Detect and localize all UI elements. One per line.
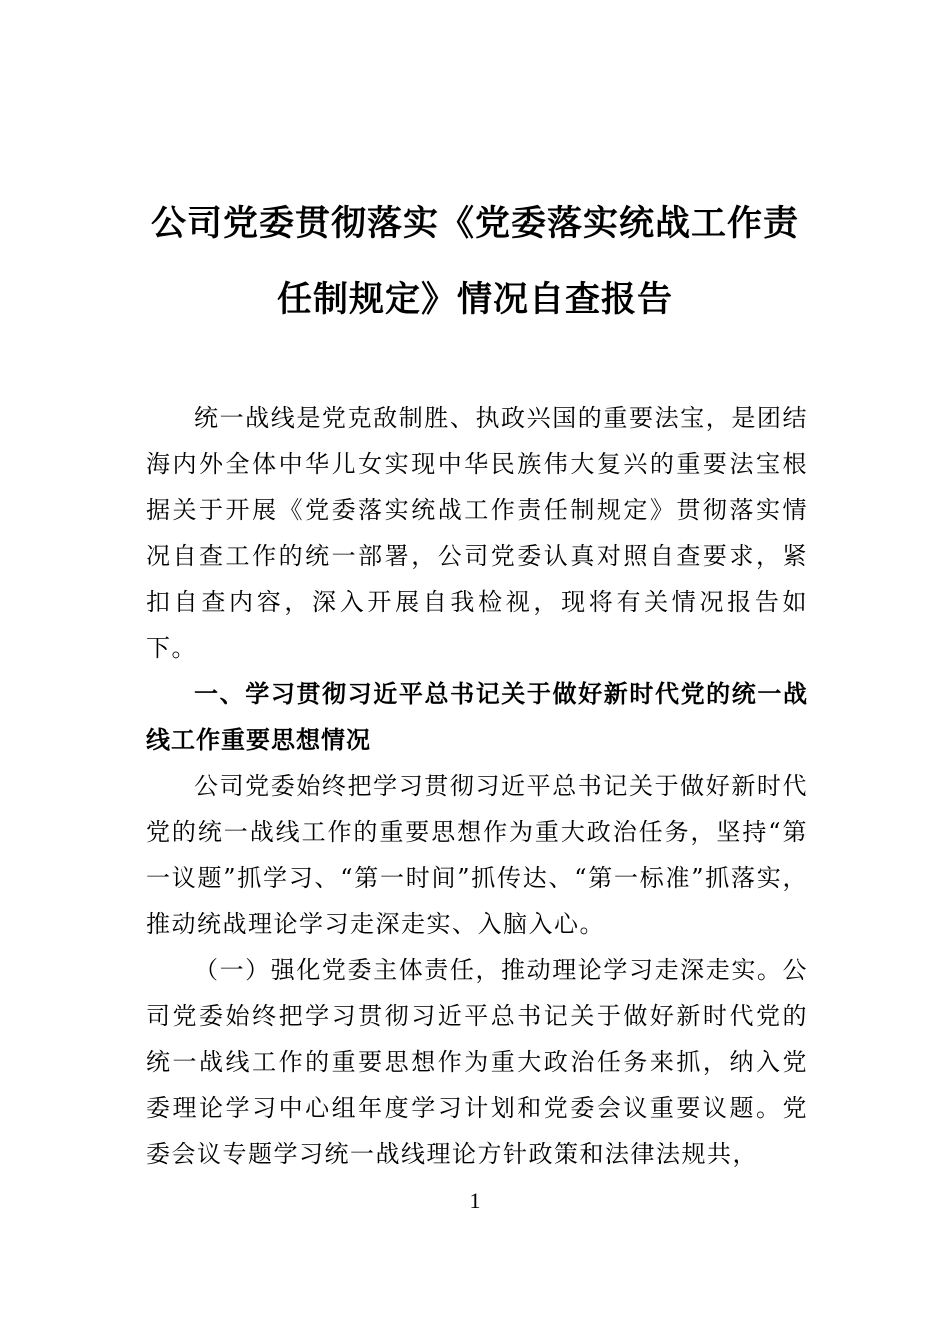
- title-line-2: 任制规定》情况自查报告: [276, 280, 673, 320]
- subsection-1-paragraph: [146, 947, 808, 1177]
- section-1-paragraph: 公司党委始终把学习贯彻习近平总书记关于做好新时代党的统一战线工作的重要思想作为重大政治任务，坚持“第一议题”抓学习、“第一时间”抓传达、“第一标准”抓落实，推动统战理论学习走深走实、入脑入心。: [146, 772, 808, 938]
- document-body: [146, 395, 808, 1177]
- title-line-1: 公司党委贯彻落实《党委落实统战工作责: [150, 204, 799, 244]
- subsection-1-heading: （一）强化党委主体责任，推动理论学习走深走实。: [194, 956, 783, 984]
- subsection-1-body: 公司党委始终把学习贯彻习近平总书记关于做好新时代党的统一战线工作的重要思想作为重大政治任务来抓，纳入党委理论学习中心组年度学习计划和党委会议重要议题。党委会议专题学习统一战线理论方针政策和法律法规共，: [146, 956, 808, 1168]
- section-1-heading: 一、学习贯彻习近平总书记关于做好新时代党的统一战线工作重要思想情况: [146, 680, 808, 754]
- page-number: 1: [469, 1188, 481, 1213]
- intro-paragraph: 统一战线是党克敌制胜、执政兴国的重要法宝，是团结海内外全体中华儿女实现中华民族伟大复兴的重要法宝根据关于开展《党委落实统战工作责任制规定》贯彻落实情况自查工作的统一部署，公司党委认真对照自查要求，紧扣自查内容，深入开展自我检视，现将有关情况报告如下。: [146, 404, 808, 662]
- document-title: [130, 186, 820, 338]
